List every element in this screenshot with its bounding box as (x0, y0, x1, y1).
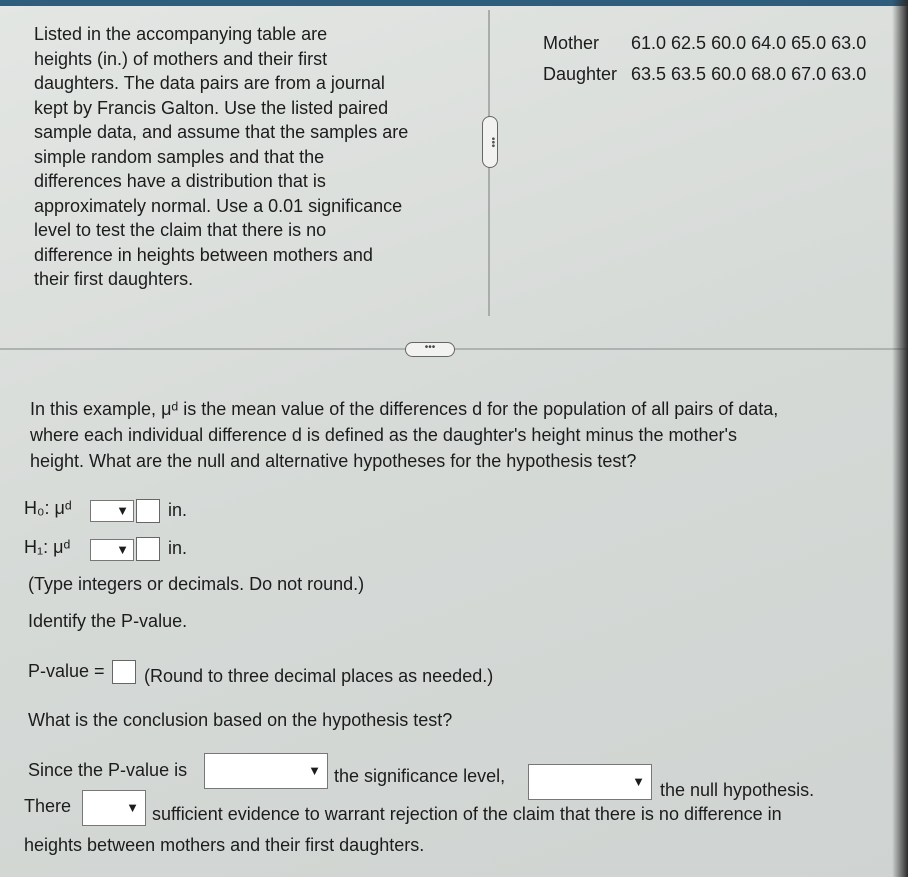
conclusion-question: What is the conclusion based on the hypothesis test? (28, 710, 453, 730)
table-row-mother (543, 28, 866, 59)
screen-edge (892, 0, 908, 877)
chevron-down-icon: ▼ (116, 542, 129, 557)
intro-line: heights (in.) of mothers and their first (34, 48, 328, 69)
h1-value-input[interactable] (136, 537, 160, 561)
type-hint: (Type integers or decimals. Do not round.) (28, 574, 365, 594)
expand-glyph: ••• (424, 342, 436, 353)
round-hint: (Round to three decimal places as needed.) (144, 666, 494, 686)
intro-line: kept by Francis Galton. Use the listed paired (34, 97, 389, 118)
sig-level-text: the significance level, (334, 766, 506, 786)
expand-button[interactable] (405, 342, 455, 357)
intro-line: their first daughters. (34, 269, 194, 289)
top-bar (0, 0, 908, 6)
chevron-down-icon: ▼ (632, 774, 645, 789)
pvalue-label: P-value = (28, 661, 105, 681)
intro-line: difference in heights between mothers and (34, 244, 373, 265)
data-table (543, 28, 866, 90)
pvalue-comparison-dropdown[interactable] (204, 753, 328, 789)
evidence-dropdown[interactable] (82, 790, 146, 826)
hypothesis-question (30, 396, 890, 474)
h0-label: H₀: μᵈ (24, 498, 72, 518)
identify-pvalue: Identify the P-value. (28, 611, 188, 631)
intro-line: simple random samples and that the (34, 146, 325, 167)
h0-value-input[interactable] (136, 499, 160, 523)
heights-text: heights between mothers and their first daughters. (24, 835, 425, 855)
table-row-daughter (543, 59, 866, 90)
intro-line: approximately normal. Use a 0.01 significance (34, 195, 403, 216)
h1-operator-dropdown[interactable] (90, 539, 134, 561)
row-label: Daughter (543, 64, 618, 84)
row-label: Mother (543, 33, 600, 53)
decision-dropdown[interactable] (528, 764, 652, 800)
intro-line: differences have a distribution that is (34, 171, 326, 191)
expand-glyph: ••• (487, 136, 498, 148)
there-text: There (24, 796, 72, 816)
question-line: where each individual difference d is defined as the daughter's height minus the mother's (30, 425, 737, 445)
intro-line: daughters. The data pairs are from a journal (34, 73, 385, 93)
since-text: Since the P-value is (28, 760, 188, 780)
h0-unit: in. (168, 500, 188, 520)
question-line: height. What are the null and alternative hypotheses for the hypothesis test? (30, 451, 637, 471)
intro-line: Listed in the accompanying table are (34, 24, 328, 44)
chevron-down-icon: ▼ (116, 503, 129, 518)
chevron-down-icon: ▼ (308, 763, 321, 778)
row-values: 61.0 62.5 60.0 64.0 65.0 63.0 (631, 33, 867, 53)
h0-operator-dropdown[interactable] (90, 500, 134, 522)
intro-line: level to test the claim that there is no (34, 220, 327, 240)
intro-line: sample data, and assume that the samples are (34, 122, 409, 142)
vertical-resize-handle[interactable] (482, 116, 498, 168)
question-line: In this example, μᵈ is the mean value of the differences d for the population of all pairs of data, (30, 399, 779, 419)
h1-unit: in. (168, 538, 188, 558)
chevron-down-icon: ▼ (126, 800, 139, 815)
problem-intro (34, 22, 464, 292)
pvalue-input[interactable] (112, 660, 136, 684)
null-hyp-text: the null hypothesis. (660, 780, 815, 800)
row-values: 63.5 63.5 60.0 68.0 67.0 63.0 (631, 64, 867, 84)
sufficient-text: sufficient evidence to warrant rejection of the claim that there is no difference in (152, 804, 782, 824)
h1-label: H₁: μᵈ (24, 537, 71, 557)
